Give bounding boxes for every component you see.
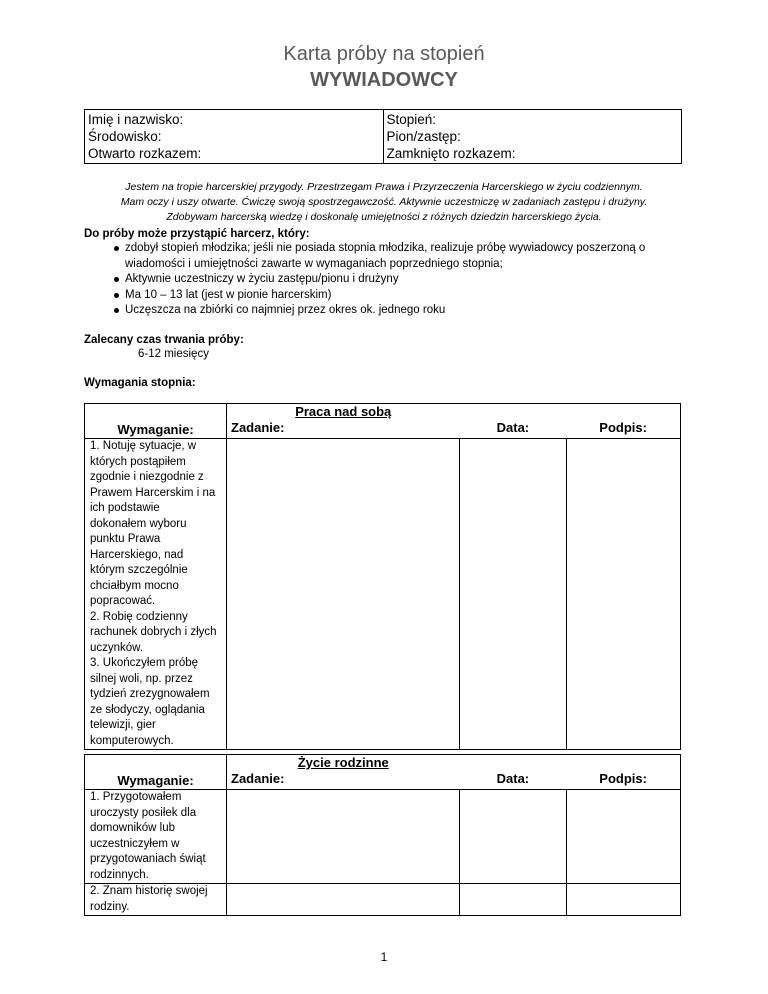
list-item: Aktywnie uczestniczy w życiu zastępu/pionu i drużyny	[84, 272, 684, 288]
requirement-text-line: uczynków.	[90, 641, 144, 654]
list-item: zdobył stopień młodzika; jeśli nie posiada stopnia młodzika, realizuje próbę wywiadowcy poszerzoną o	[84, 241, 684, 257]
name-field-label: Imię i nazwisko:	[88, 112, 184, 127]
date-input-cell[interactable]	[460, 790, 567, 884]
requirement-cell	[85, 790, 227, 884]
requirement-text-line: uroczysty posiłek dla	[90, 806, 197, 819]
requirement-text-line: zgodnie i niezgodnie z	[90, 471, 204, 483]
requirement-text-line: rodziny.	[90, 900, 130, 913]
requirement-text-line: chciałbym mocno	[90, 579, 179, 592]
requirements-table-family-life	[84, 754, 681, 916]
environment-field-label: Środowisko:	[88, 129, 162, 144]
requirement-text-line: Harcerskiego, nad	[90, 548, 184, 561]
requirement-cell	[85, 884, 227, 916]
list-item: Ma 10 – 13 lat (jest w pionie harcerskim)	[84, 288, 684, 304]
category-title: Życie rodzinne	[297, 755, 389, 770]
duration-value: 6-12 miesięcy	[138, 348, 209, 360]
requirement-column-header: Wymaganie:	[85, 755, 227, 790]
requirement-text-line: 1. Notuję sytuacje, w	[90, 440, 197, 452]
requirement-text-line: tydzień zrezygnowałem	[90, 688, 210, 700]
requirement-text-line: ze słodyczy, oglądania	[90, 703, 205, 716]
requirement-text-line: 2. Robię codzienny	[90, 610, 188, 623]
bullet-icon	[114, 246, 119, 251]
bullet-icon	[114, 293, 119, 298]
requirement-text-line: punktu Prawa	[90, 533, 161, 545]
task-input-cell[interactable]	[227, 439, 460, 750]
requirement-text-line: telewizji, gier	[90, 719, 156, 731]
requirement-text-line: którym szczególnie	[90, 564, 188, 576]
requirement-text-line: 3. Ukończyłem próbę	[90, 657, 199, 669]
requirement-text-line: dokonałem wyboru	[90, 517, 187, 530]
requirement-text-line: silnej woli, np. przez	[90, 672, 193, 685]
eligibility-list	[84, 241, 684, 319]
list-item-continuation: wiadomości i umiejętności zawarte w wymaganiach poprzedniego stopnia;	[125, 257, 503, 270]
signature-input-cell[interactable]	[567, 439, 681, 750]
date-column-header: Data:	[496, 420, 530, 435]
task-column-header: Zadanie:	[231, 771, 285, 786]
requirement-text-line: których postąpiłem	[90, 455, 186, 468]
bullet-icon	[114, 308, 119, 313]
motto-line: Jestem na tropie harcerskiej przygody. Przestrzegam Prawa i Przyrzeczenia Harcerskiego w życiu codziennym.	[125, 181, 643, 193]
document-title: Karta próby na stopień	[283, 43, 485, 65]
info-right-cell	[383, 110, 682, 164]
list-item: Uczęszcza na zbiórki co najmniej przez okres ok. jednego roku	[84, 303, 684, 319]
motto-line: Zdobywam harcerską wiedzę i doskonalę umiejętności z różnych dziedzin harcerskiego życia.	[166, 211, 602, 223]
requirements-heading: Wymagania stopnia:	[84, 377, 196, 389]
requirement-text-line: domowników lub	[90, 822, 176, 834]
info-table	[84, 109, 682, 164]
task-column-header: Zadanie:	[231, 420, 285, 435]
category-header-cell	[227, 404, 681, 439]
requirement-text-line: rodzinnych.	[90, 868, 149, 881]
document-subtitle: WYWIADOWCY	[310, 69, 458, 91]
requirement-text-line: 2. Znam historię swojej	[90, 885, 208, 897]
signature-input-cell[interactable]	[567, 790, 681, 884]
bullet-icon	[114, 277, 119, 282]
requirements-table-self-work	[84, 403, 681, 750]
date-input-cell[interactable]	[460, 884, 567, 916]
requirement-column-header: Wymaganie:	[85, 404, 227, 439]
requirement-text-line: uczestniczyłem w	[90, 837, 180, 850]
opened-order-field-label: Otwarto rozkazem:	[88, 146, 202, 161]
requirement-text-line: rachunek dobrych i złych	[90, 626, 217, 638]
task-input-cell[interactable]	[227, 884, 460, 916]
duration-heading: Zalecany czas trwania próby:	[84, 334, 244, 346]
date-input-cell[interactable]	[460, 439, 567, 750]
requirement-text-line: Prawem Harcerskim i na	[90, 486, 216, 499]
closed-order-field-label: Zamknięto rozkazem:	[386, 146, 516, 161]
category-title: Praca nad sobą	[295, 404, 392, 419]
signature-column-header: Podpis:	[599, 771, 647, 786]
motto-line: Mam oczy i uszy otwarte. Ćwiczę swoją spostrzegawczość. Aktywnie uczestniczę w zadaniach zastępu i drużyny.	[120, 196, 648, 208]
requirement-text-line: komputerowych.	[90, 734, 174, 747]
page-number: 1	[380, 950, 388, 964]
patrol-field-label: Pion/zastęp:	[386, 129, 461, 144]
requirement-text-line: 1. Przygotowałem	[90, 791, 182, 803]
requirement-cell	[85, 439, 227, 750]
task-input-cell[interactable]	[227, 790, 460, 884]
info-left-cell	[85, 110, 384, 164]
rank-field-label: Stopień:	[386, 112, 437, 127]
date-column-header: Data:	[496, 771, 530, 786]
signature-column-header: Podpis:	[599, 420, 647, 435]
motto	[84, 180, 684, 225]
requirement-text-line: popracować.	[90, 595, 156, 607]
signature-input-cell[interactable]	[567, 884, 681, 916]
requirement-text-line: przygotowaniach świąt	[90, 853, 206, 865]
eligibility-heading: Do próby może przystąpić harcerz, który:	[84, 228, 310, 240]
category-header-cell	[227, 755, 681, 790]
requirement-text-line: ich podstawie	[90, 502, 160, 514]
